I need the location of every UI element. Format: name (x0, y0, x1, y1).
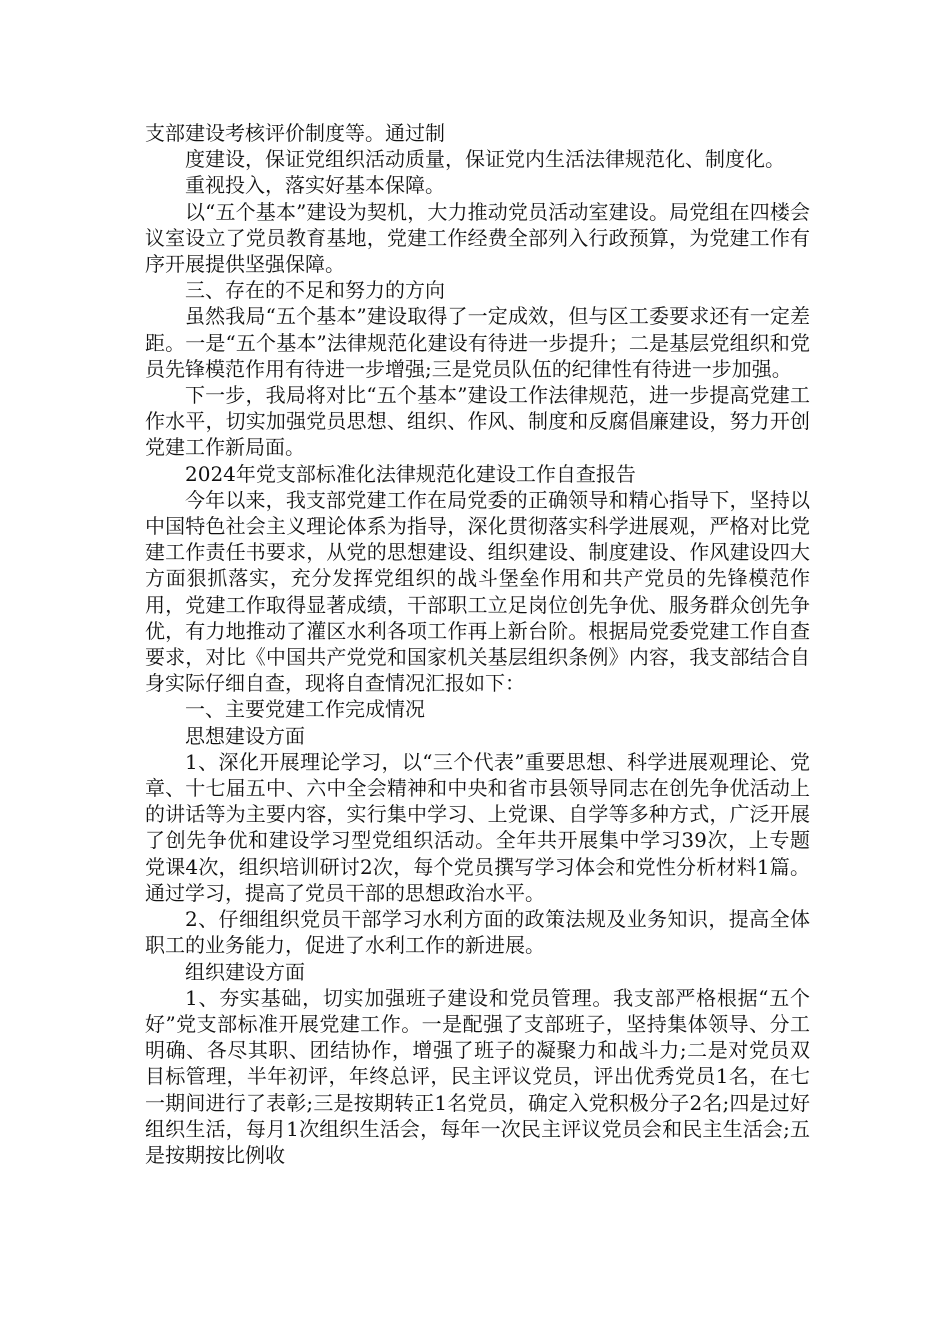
paragraph: 支部建设考核评价制度等。通过制 (145, 121, 445, 145)
paragraph: 重视投入，落实好基本保障。 (185, 173, 445, 198)
paragraph: 度建设，保证党组织活动质量，保证党内生活法律规范化、制度化。 (185, 147, 785, 172)
paragraph: 下一步，我局将对比“五个基本”建设工作法律规范，进一步提高党建工作水平，切实加强党员思想、组织、作风、制度和反腐倡廉建设，努力开创党建工作新局面。 (145, 383, 810, 460)
section-heading: 一、主要党建工作完成情况 (185, 697, 425, 722)
paragraph: 2、仔细组织党员干部学习水利方面的政策法规及业务知识，提高全体职工的业务能力，促进了水利工作的新进展。 (145, 907, 810, 958)
subsection-heading: 思想建设方面 (185, 723, 305, 748)
paragraph: 虽然我局“五个基本”建设取得了一定成效，但与区工委要求还有一定差距。一是“五个基本”法律规范化建设有待进一步提升；二是基层党组织和党员先锋模范作用有待进一步增强;三是党员队伍的纪律性有待进一步加强。 (145, 304, 810, 381)
section-heading: 三、存在的不足和努力的方向 (185, 278, 445, 303)
paragraph: 1、夯实基础，切实加强班子建设和党员管理。我支部严格根据“五个好”党支部标准开展党建工作。一是配强了支部班子，坚持集体领导、分工明确、各尽其职、团结协作，增强了班子的凝聚力和战斗力;二是对党员双目标管理，半年初评，年终总评，民主评议党员，评出优秀党员1名，在七一期间进行了表彰;三是按期转正1名党员，确定入党积极分子2名;四是过好组织生活，每月1次组织生活会，每年一次民主评议党员会和民主生活会;五是按期按比例收 (145, 985, 810, 1167)
paragraph: 1、深化开展理论学习，以“三个代表”重要思想、科学进展观理论、党章、十七届五中、六中全会精神和中央和省市县领导同志在创先争优活动上的讲话等为主要内容，实行集中学习、上党课、自学等多种方式，广泛开展了创先争优和建设学习型党组织活动。全年共开展集中学习39次，上专题党课4次，组织培训研讨2次，每个党员撰写学习体会和党性分析材料1篇。通过学习，提高了党员干部的思想政治水平。 (145, 749, 810, 905)
document-body (145, 120, 810, 1168)
paragraph: 今年以来，我支部党建工作在局党委的正确领导和精心指导下，坚持以中国特色社会主义理论体系为指导，深化贯彻落实科学进展观，严格对比党建工作责任书要求，从党的思想建设、组织建设、制度建设、作风建设四大方面狠抓落实，充分发挥党组织的战斗堡垒作用和共产党员的先锋模范作用，党建工作取得显著成绩，干部职工立足岗位创先争优、服务群众创先争优，有力地推动了灌区水利各项工作再上新台阶。根据局党委党建工作自查要求，对比《中国共产党党和国家机关基层组织条例》内容，我支部结合自身实际仔细自查，现将自查情况汇报如下： (145, 487, 810, 696)
paragraph: 以“五个基本”建设为契机，大力推动党员活动室建设。局党组在四楼会议室设立了党员教育基地，党建工作经费全部列入行政预算，为党建工作有序开展提供坚强保障。 (145, 199, 810, 277)
report-title: 2024年党支部标准化法律规范化建设工作自查报告 (185, 461, 636, 486)
subsection-heading: 组织建设方面 (185, 959, 305, 984)
